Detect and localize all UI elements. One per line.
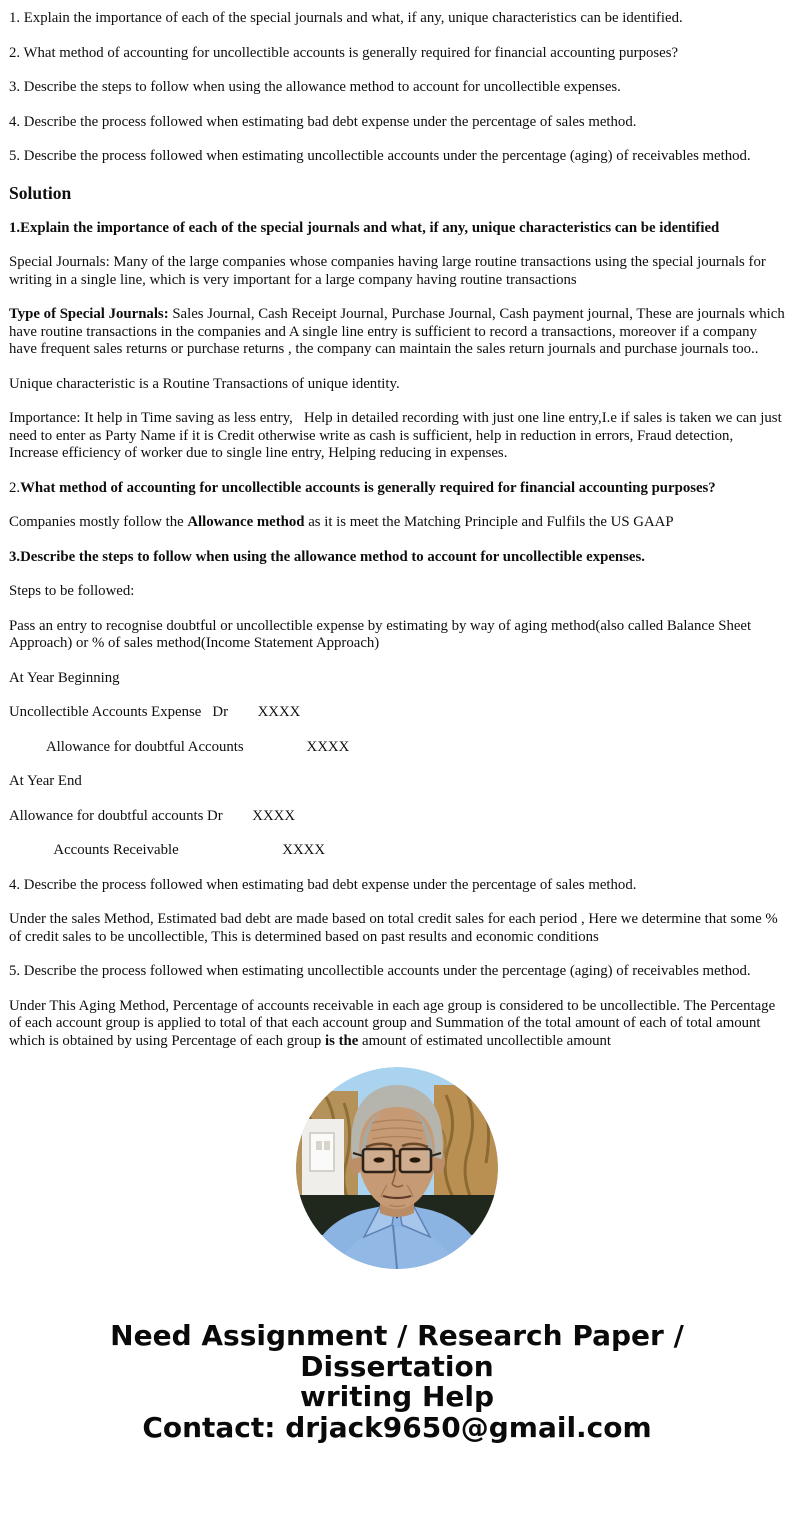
question-item-5: 5. Describe the process followed when estimating uncollectible accounts under the percentage (aging) of receivables method. [9, 148, 751, 164]
answer1-heading: 1.Explain the importance of each of the special journals and what, if any, unique characteristics can be identified [9, 219, 720, 236]
answer-section-1 [9, 219, 789, 463]
tutor-photo [296, 1067, 498, 1269]
answer4-answer: Under the sales Method, Estimated bad debt are made based on total credit sales for each period , Here we determine that some % of credit sales to be uncollectible, This is determined based on past results and economic conditions [9, 911, 782, 945]
answer-section-5 [9, 963, 785, 1050]
answer-section-4 [9, 877, 785, 947]
answer5-answer-post: amount of estimated uncollectible amount [358, 1032, 612, 1049]
answer-section-3 [9, 549, 785, 860]
answer-section-2 [9, 480, 785, 532]
answer3-question: 3.Describe the steps to follow when using the allowance method to account for uncollectible expenses. [9, 548, 645, 565]
answer5-answer-pre: Under This Aging Method, Percentage of accounts receivable in each age group is considered to be uncollectible. The Percentage of each account group is applied to total of that each account group and Summation of the total amount of each of total amount which is obtained by using Percentage of each group [9, 997, 779, 1049]
at-year-beginning-label: At Year Beginning [9, 669, 120, 686]
journal-entry1-debit-line: Uncollectible Accounts Expense Dr XXXX [9, 704, 301, 720]
special-journals-paragraph: Special Journals: Many of the large companies whose companies having large routine transactions using the special journals for writing in a single line, which is very important for a large company having routine transactions [9, 254, 770, 288]
answer5-answer [9, 998, 785, 1051]
type-of-special-journals-label: Type of Special Journals: [9, 306, 169, 322]
answer2-answer [9, 514, 785, 532]
question-list [9, 10, 785, 166]
journal-entry1-credit-line: Allowance for doubtful Accounts XXXX [9, 738, 350, 755]
unique-characteristic-paragraph: Unique characteristic is a Routine Transactions of unique identity. [9, 375, 400, 392]
type-of-special-journals-paragraph [9, 306, 789, 359]
question-item-1: 1. Explain the importance of each of the special journals and what, if any, unique characteristics can be identified. [9, 10, 683, 26]
steps-label: Steps to be followed: [9, 583, 135, 599]
answer2-answer-post: as it is meet the Matching Principle and Fulfils the US GAAP [304, 514, 674, 530]
at-year-end-label: At Year End [9, 773, 82, 789]
importance-paragraph: Importance: It help in Time saving as less entry, Help in detailed recording with just one line entry,I.e if sales is taken we can just need to enter as Party Name if it is Credit otherwise write as cash is sufficient, help in reduction in errors, Fraud detection, Increase efficiency of worker due to single line entry, Helping reducing in expenses. [9, 410, 786, 461]
footer-banner [9, 1321, 785, 1469]
journal-entry2-debit-line: Allowance for doubtful accounts Dr XXXX [9, 807, 296, 824]
answer2-question [9, 480, 785, 498]
question-item-4: 4. Describe the process followed when estimating bad debt expense under the percentage of sales method. [9, 113, 637, 130]
solution-heading: Solution [9, 182, 72, 203]
footer-line1: Need Assignment / Research Paper / Dissertation [110, 1319, 684, 1383]
answer2-question-bold: What method of accounting for uncollectible accounts is generally required for financial accounting purposes? [20, 479, 716, 496]
answer2-answer-bold: Allowance method [187, 514, 305, 530]
pass-entry-paragraph: Pass an entry to recognise doubtful or uncollectible expense by estimating by way of aging method(also called Balance Sheet Approach) or % of sales method(Income Statement Approach) [9, 617, 754, 651]
journal-entry2-credit-line: Accounts Receivable XXXX [9, 842, 326, 858]
answer2-answer-pre: Companies mostly follow the [9, 514, 188, 530]
question-item-2: 2. What method of accounting for uncollectible accounts is generally required for financial accounting purposes? [9, 44, 679, 61]
tutor-photo-section [9, 1067, 785, 1269]
type-of-special-journals-text: Sales Journal, Cash Receipt Journal, Purchase Journal, Cash payment journal, These are journals which have routine transactions in the companies and A single line entry is sufficient to record a transactions, moreover if a company have frequent sales returns or purchase returns , the company can maintain the sales return journals and purchase journals too.. [9, 306, 789, 357]
footer-contact-email: Contact: drjack9650@gmail.com [142, 1410, 652, 1444]
footer-line2: writing Help [299, 1380, 495, 1413]
answer5-question: 5. Describe the process followed when estimating uncollectible accounts under the percentage (aging) of receivables method. [9, 963, 751, 979]
question-item-3: 3. Describe the steps to follow when using the allowance method to account for uncollectible expenses. [9, 79, 621, 95]
answer2-question-number: 2. [9, 479, 21, 496]
answer5-answer-bold: is the [325, 1032, 359, 1049]
answer4-question: 4. Describe the process followed when estimating bad debt expense under the percentage of sales method. [9, 876, 637, 893]
